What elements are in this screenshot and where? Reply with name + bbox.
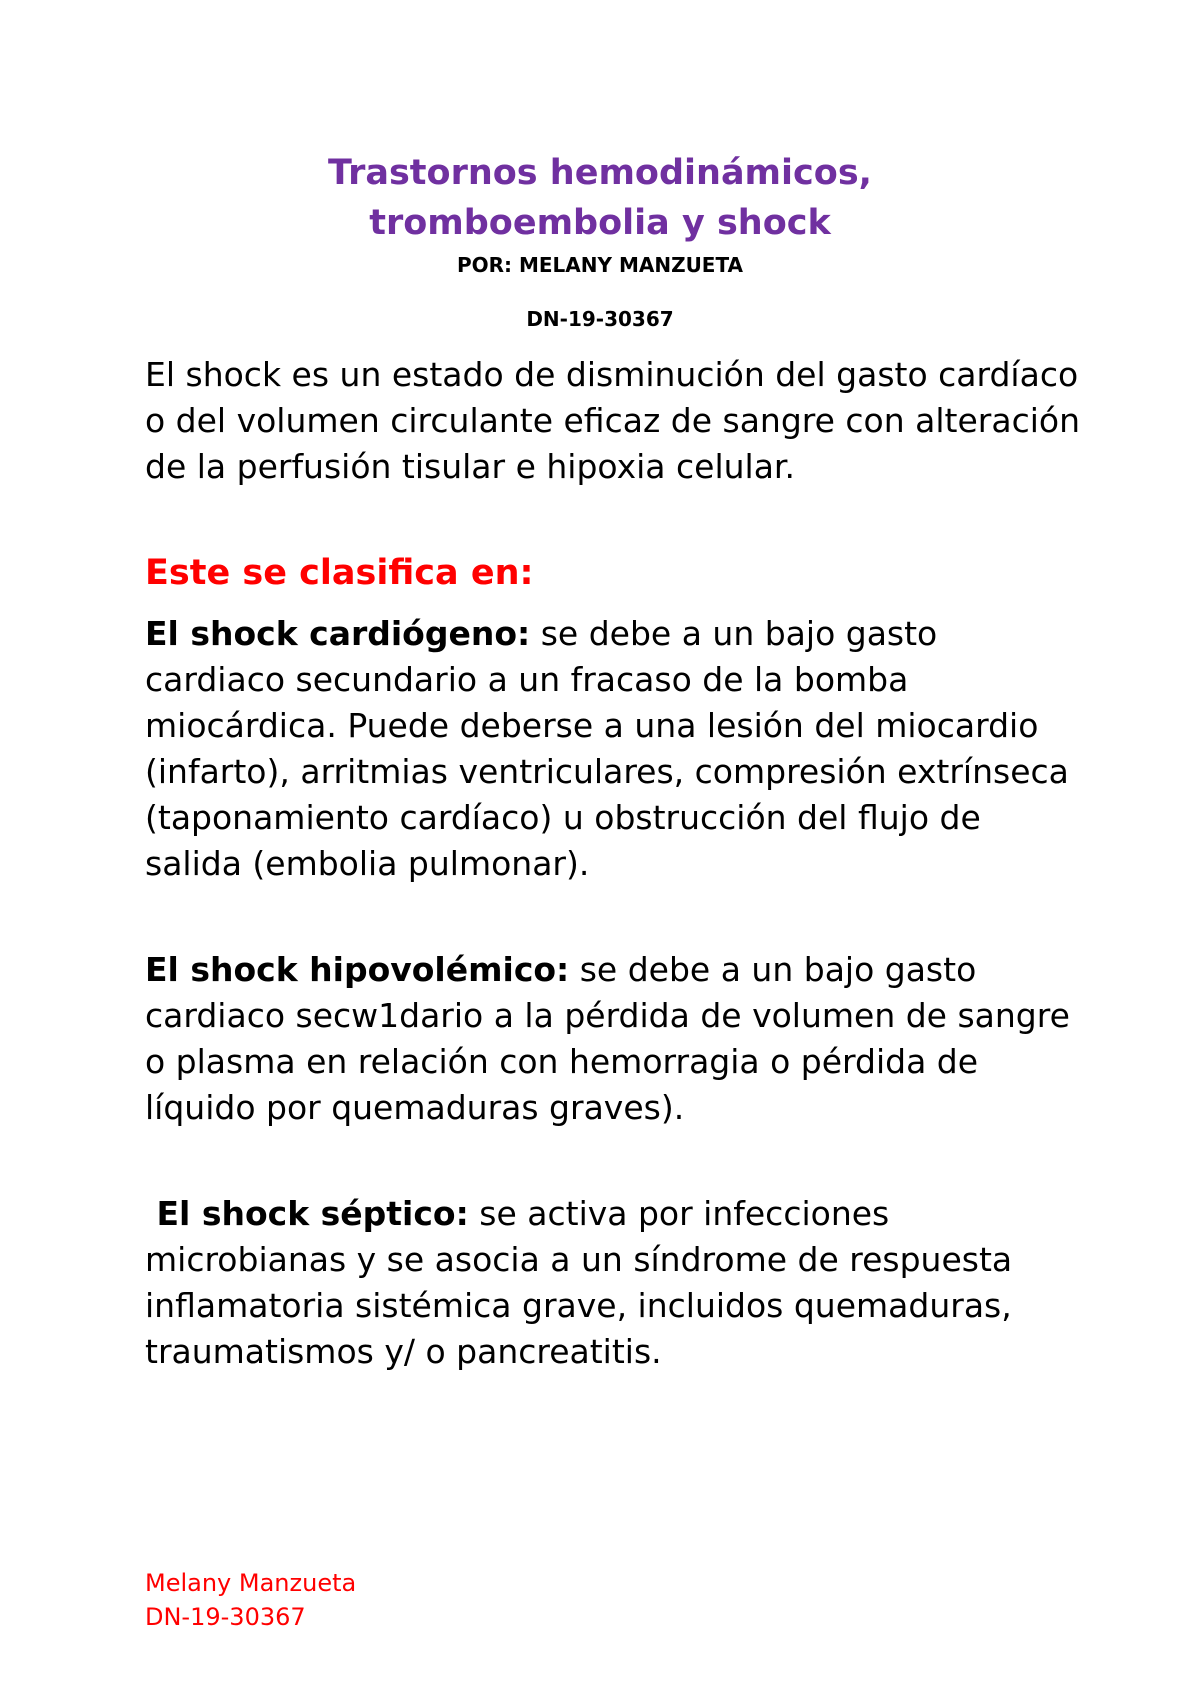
classification-heading: Este se clasifica en: <box>145 553 534 593</box>
shock-type-hypovolemic <box>145 947 1085 1131</box>
title-line-2: tromboembolia y shock <box>369 203 831 243</box>
footer-name: Melany Manzueta <box>145 1569 357 1597</box>
author-line: POR: MELANY MANZUETA <box>456 253 744 277</box>
shock-type-description: se debe a un bajo gasto cardiaco secw1dario a la pérdida de volumen de sangre o plasma en relación con hemorragia o pérdida de líquido por quemaduras graves). <box>145 950 1070 1127</box>
document-title <box>0 148 1200 248</box>
shock-type-description: se debe a un bajo gasto cardiaco secundario a un fracaso de la bomba miocárdica. Puede deberse a una lesión del miocardio (infarto), arritmias ventriculares, compresión extrínseca (taponamiento cardíaco) u obstrucción del flujo de salida (embolia pulmonar). <box>145 614 1069 883</box>
student-id-line: DN-19-30367 <box>526 307 674 331</box>
shock-type-description: se activa por infecciones microbianas y se asocia a un síndrome de respuesta inflamatoria sistémica grave, incluidos quemaduras, traumatismos y/ o pancreatitis. <box>145 1194 1013 1371</box>
page-footer <box>145 1566 356 1634</box>
shock-type-septic <box>145 1191 1085 1375</box>
intro-paragraph: El shock es un estado de disminución del gasto cardíaco o del volumen circulante eficaz de sangre con alteración de la perfusión tisular e hipoxia celular. <box>145 355 1080 486</box>
shock-type-term: El shock hipovolémico: <box>145 950 570 989</box>
shock-type-cardiogenic <box>145 611 1085 887</box>
title-line-1: Trastornos hemodinámicos, <box>328 153 872 193</box>
footer-id: DN-19-30367 <box>145 1603 306 1631</box>
shock-type-term: El shock séptico: <box>145 1194 469 1233</box>
shock-type-term: El shock cardiógeno: <box>145 614 531 653</box>
